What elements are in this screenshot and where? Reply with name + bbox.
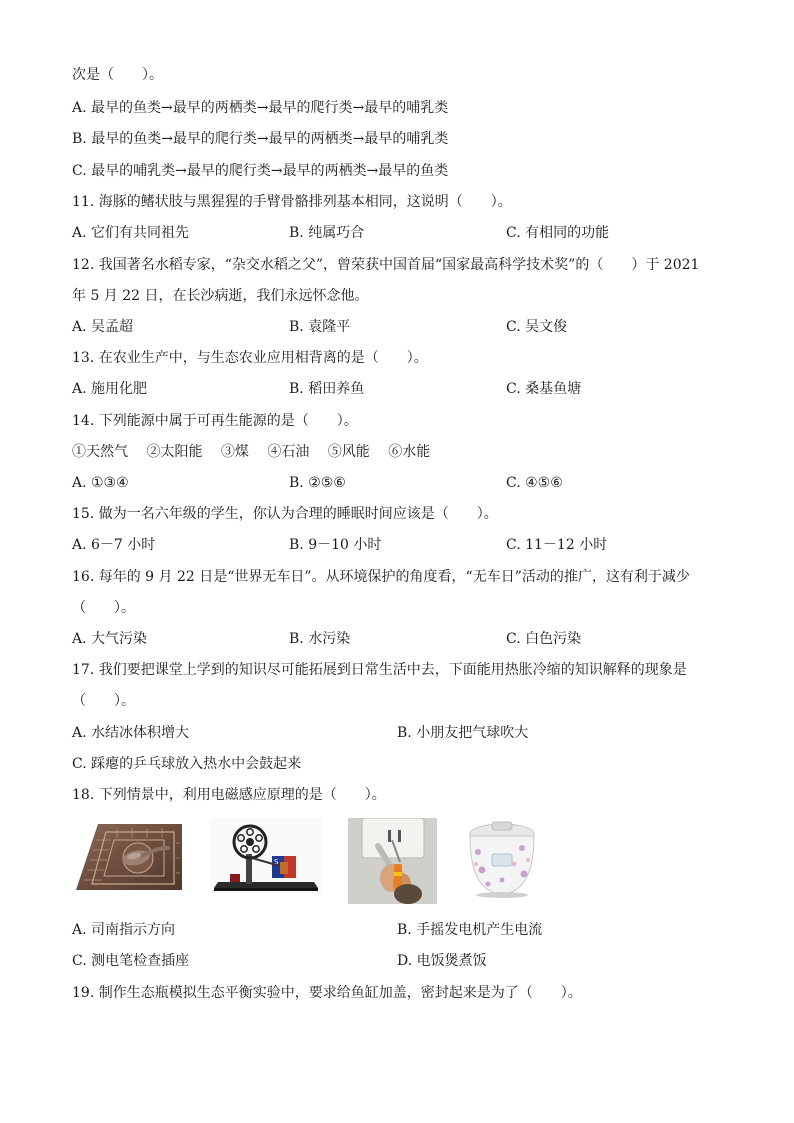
question-18-option-c: C. 测电笔检查插座 <box>72 953 190 969</box>
question-16-option-a: A. 大气污染 <box>72 631 148 647</box>
question-15-option-a: A. 6－7 小时 <box>72 537 156 553</box>
question-17-option-b: B. 小朋友把气球吹大 <box>397 725 529 741</box>
question-14-items: ①天然气 ②太阳能 ③煤 ④石油 ⑤风能 ⑥水能 <box>72 444 431 460</box>
question-16-option-c: C. 白色污染 <box>506 631 582 647</box>
question-18-option-b: B. 手摇发电机产生电流 <box>397 922 543 938</box>
question-12-option-b: B. 袁隆平 <box>289 319 351 335</box>
question-17-option-a: A. 水结冰体积增大 <box>72 725 190 741</box>
question-14-option-b: B. ②⑤⑥ <box>289 475 346 491</box>
question-17-line-2: （ ）。 <box>72 693 135 709</box>
question-15-option-c: C. 11－12 小时 <box>506 537 608 553</box>
question-10-tail: 次是（ ）。 <box>72 67 163 83</box>
question-12-option-a: A. 吴孟超 <box>72 319 134 335</box>
test-pen-socket-image <box>348 818 437 904</box>
question-19: 19. 制作生态瓶模拟生态平衡实验中，要求给鱼缸加盖，密封起来是为了（ ）。 <box>72 985 582 1001</box>
question-10-option-b: B. 最早的鱼类→最早的爬行类→最早的两栖类→最早的哺乳类 <box>72 131 449 147</box>
svg-text:S: S <box>274 858 279 866</box>
question-13-option-a: A. 施用化肥 <box>72 381 148 397</box>
question-16-option-b: B. 水污染 <box>289 631 351 647</box>
question-13: 13. 在农业生产中，与生态农业应用相背离的是（ ）。 <box>72 350 428 366</box>
question-14-option-c: C. ④⑤⑥ <box>506 475 563 491</box>
question-18-option-a: A. 司南指示方向 <box>72 922 176 938</box>
question-13-option-c: C. 桑基鱼塘 <box>506 381 582 397</box>
question-15: 15. 做为一名六年级的学生，你认为合理的睡眠时间应该是（ ）。 <box>72 506 498 522</box>
question-12-line-2: 年 5 月 22 日，在长沙病逝，我们永远怀念他。 <box>72 288 369 304</box>
question-11-option-b: B. 纯属巧合 <box>289 225 365 241</box>
question-16-line-2: （ ）。 <box>72 600 135 616</box>
question-16-line-1: 16. 每年的 9 月 22 日是“世界无车日”。从环境保护的角度看，“无车日”活动的推广，这有利于减少 <box>72 569 690 585</box>
question-10-option-a: A. 最早的鱼类→最早的两栖类→最早的爬行类→最早的哺乳类 <box>72 100 449 116</box>
question-17-option-c: C. 踩瘪的乒乓球放入热水中会鼓起来 <box>72 756 302 772</box>
question-14-option-a: A. ①③④ <box>72 475 129 491</box>
question-12-line-1: 12. 我国著名水稻专家，“杂交水稻之父”，曾荣获中国首届“国家最高科学技术奖”的（ ）于 2021 <box>72 257 700 273</box>
question-11: 11. 海豚的鳍状肢与黑猩猩的手臂骨骼排列基本相同，这说明（ ）。 <box>72 194 512 210</box>
question-11-option-a: A. 它们有共同祖先 <box>72 225 190 241</box>
question-14: 14. 下列能源中属于可再生能源的是（ ）。 <box>72 413 358 429</box>
sinan-compass-image <box>72 818 185 894</box>
hand-crank-generator-image <box>210 818 322 894</box>
question-11-option-c: C. 有相同的功能 <box>506 225 610 241</box>
question-12-option-c: C. 吴文俊 <box>506 319 568 335</box>
question-18-option-d: D. 电饭煲煮饭 <box>397 953 487 969</box>
question-15-option-b: B. 9－10 小时 <box>289 537 382 553</box>
question-13-option-b: B. 稻田养鱼 <box>289 381 365 397</box>
rice-cooker-image <box>462 818 542 900</box>
question-18: 18. 下列情景中，利用电磁感应原理的是（ ）。 <box>72 787 386 803</box>
question-10-option-c: C. 最早的哺乳类→最早的爬行类→最早的两栖类→最早的鱼类 <box>72 163 449 179</box>
question-17-line-1: 17. 我们要把课堂上学到的知识尽可能拓展到日常生活中去，下面能用热胀冷缩的知识解释的现象是 <box>72 662 687 678</box>
